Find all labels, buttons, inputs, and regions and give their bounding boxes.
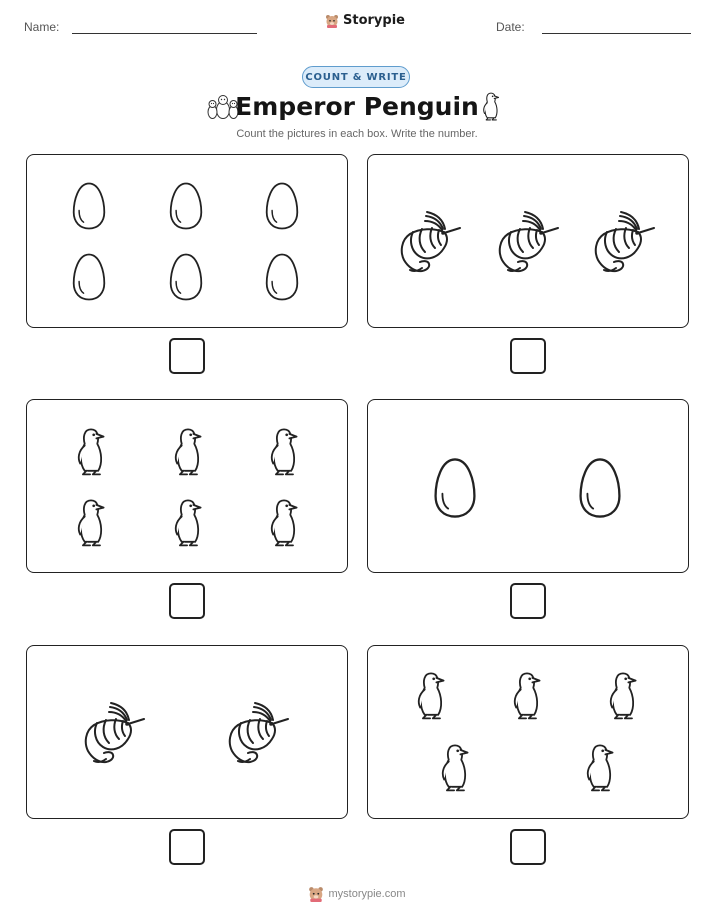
bear-logo-icon [325,14,339,28]
egg-icon [71,180,107,232]
penguin-icon [605,669,641,721]
penguin-icon [73,425,109,477]
penguin-icon [413,669,449,721]
answer-box-2[interactable] [510,338,546,374]
count-box-4 [367,399,689,573]
date-label: Date: [496,20,525,34]
egg-icon [71,251,107,303]
count-box-5 [26,645,348,819]
page-title: Emperor Penguin [235,92,479,121]
answer-box-1[interactable] [169,338,205,374]
egg-icon [431,456,479,520]
answer-box-6[interactable] [510,829,546,865]
footer [0,886,714,902]
bear-logo-icon [308,886,324,902]
shrimp-icon [82,701,146,765]
count-box-3 [26,399,348,573]
brand [325,13,405,28]
instructions: Count the pictures in each box. Write the number. [236,128,478,140]
egg-icon [168,180,204,232]
answer-box-5[interactable] [169,829,205,865]
shrimp-icon [496,210,560,274]
answer-box-3[interactable] [169,583,205,619]
penguin-icon [509,669,545,721]
name-label: Name: [24,20,60,34]
egg-icon [264,180,300,232]
egg-icon [168,251,204,303]
penguin-icon [73,496,109,548]
penguin-icon [266,496,302,548]
footer-url: mystorypie.com [328,888,406,900]
brand-name: Storypie [343,13,405,28]
shrimp-icon [226,701,290,765]
penguin-icon [582,741,618,793]
egg-icon [264,251,300,303]
count-box-2 [367,154,689,328]
penguin-icon [437,741,473,793]
count-write-badge: COUNT & WRITE [302,66,410,88]
shrimp-icon [398,210,462,274]
shrimp-icon [592,210,656,274]
penguin-icon [170,425,206,477]
date-line[interactable] [542,33,691,34]
count-box-6 [367,645,689,819]
name-line[interactable] [72,33,257,34]
penguin-icon [266,425,302,477]
penguin-icon [480,91,502,121]
answer-box-4[interactable] [510,583,546,619]
count-box-1 [26,154,348,328]
penguin-icon [170,496,206,548]
egg-icon [576,456,624,520]
